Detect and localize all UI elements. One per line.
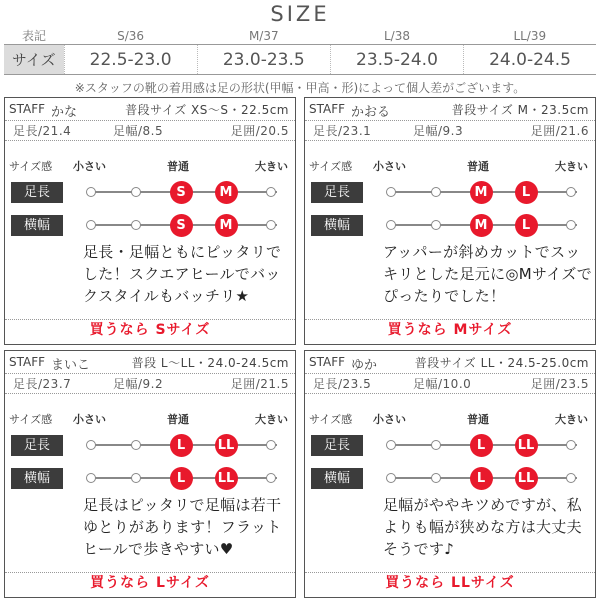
width-scale-dot (131, 473, 141, 483)
foot-girth: 足囲/21.6 (530, 124, 589, 138)
foot-width: 足幅/10.0 (413, 377, 472, 391)
length-scale-size-mark: LL (515, 434, 538, 457)
length-scale-dot (266, 440, 276, 450)
width-scale-dot (566, 473, 576, 483)
width-scale-size-mark: L (170, 467, 193, 490)
width-scale-size-mark: M (470, 214, 493, 237)
staff-name: かおる (351, 105, 391, 120)
length-row-label: 足長 (311, 182, 363, 203)
length-scale-dot (566, 187, 576, 197)
width-scale-size-mark: M (215, 214, 238, 237)
size-table-row-label: サイズ (4, 45, 64, 75)
scale-normal-label: 普通 (167, 413, 189, 426)
width-row-label: 横幅 (311, 215, 363, 236)
foot-length: 足長/23.7 (13, 377, 72, 391)
scale-small-label: 小さい (73, 160, 106, 173)
scale-large-label: 大きい (255, 413, 288, 426)
length-scale-dot (86, 440, 96, 450)
recommended-size: 買うなら Sサイズ (89, 322, 211, 338)
recommended-size: 買うなら LLサイズ (385, 575, 515, 591)
divider (305, 140, 595, 141)
usual-size: 普段サイズ LL・24.5-25.0cm (414, 356, 589, 370)
staff-header (305, 354, 595, 372)
length-scale-dot (431, 440, 441, 450)
width-row-label: 横幅 (311, 468, 363, 489)
size-table-header-cell: LL/39 (513, 29, 547, 43)
width-scale-dot (566, 220, 576, 230)
length-scale-size-mark: M (470, 181, 493, 204)
scale-large-label: 大きい (555, 160, 588, 173)
foot-measurements (305, 122, 595, 138)
staff-header (305, 101, 595, 119)
staff-tag: STAFF (9, 102, 46, 116)
width-scale-size-mark: LL (215, 467, 238, 490)
length-scale-dot (86, 187, 96, 197)
foot-length: 足長/23.5 (313, 377, 372, 391)
staff-header (5, 101, 295, 119)
foot-length: 足長/21.4 (13, 124, 72, 138)
size-table-value-row (4, 45, 596, 75)
usual-size: 普段サイズ M・23.5cm (451, 103, 589, 117)
length-scale-size-mark: L (515, 181, 538, 204)
scale-header: サイズ感 (9, 413, 53, 426)
length-scale-dot (131, 440, 141, 450)
staff-comment: 足幅がややキツめですが、私よりも幅が狭めな方は大丈夫そうです♪ (383, 496, 582, 558)
staff-card (304, 350, 596, 598)
width-scale-dot (131, 220, 141, 230)
length-scale-size-mark: S (170, 181, 193, 204)
length-scale-size-mark: L (470, 434, 493, 457)
foot-measurements (5, 122, 295, 138)
width-scale-size-mark: L (470, 467, 493, 490)
scale-large-label: 大きい (555, 413, 588, 426)
staff-tag: STAFF (309, 355, 346, 369)
width-scale-dot (86, 220, 96, 230)
length-scale-dot (266, 187, 276, 197)
length-scale-size-mark: L (170, 434, 193, 457)
length-scale-dot (566, 440, 576, 450)
width-scale-size-mark: L (515, 214, 538, 237)
width-scale-dot (266, 473, 276, 483)
size-table-header-cell: 表記 (21, 29, 46, 43)
scale-header: サイズ感 (9, 160, 53, 173)
length-scale-size-mark: LL (215, 434, 238, 457)
foot-measurements (305, 375, 595, 391)
staff-name: かな (51, 105, 78, 120)
staff-header (5, 354, 295, 372)
length-row-label: 足長 (311, 435, 363, 456)
length-scale-dot (431, 187, 441, 197)
foot-width: 足幅/9.2 (113, 377, 164, 391)
fit-note: ※スタッフの靴の着用感は足の形状(甲幅・甲高・形)によって個人差がございます。 (74, 81, 526, 95)
recommended-size: 買うなら Mサイズ (387, 322, 513, 338)
width-scale-dot (431, 473, 441, 483)
width-row-label: 横幅 (11, 468, 63, 489)
usual-size: 普段 L〜LL・24.0-24.5cm (131, 356, 289, 370)
scale-small-label: 小さい (373, 413, 406, 426)
width-scale-dot (431, 220, 441, 230)
foot-girth: 足囲/23.5 (530, 377, 589, 391)
staff-tag: STAFF (9, 355, 46, 369)
width-scale-dot (266, 220, 276, 230)
length-row-label: 足長 (11, 182, 63, 203)
staff-card (4, 97, 296, 345)
foot-girth: 足囲/21.5 (230, 377, 289, 391)
width-scale-dot (386, 473, 396, 483)
staff-comment: 足長はピッタリで足幅は若干ゆとりがあります！フラットヒールで歩きやすい♥ (83, 496, 282, 558)
scale-header: サイズ感 (309, 160, 353, 173)
size-table-value-cell: 24.0-24.5 (464, 45, 596, 75)
length-scale-dot (131, 187, 141, 197)
width-row-label: 横幅 (11, 215, 63, 236)
foot-length: 足長/23.1 (313, 124, 372, 138)
divider (5, 373, 295, 374)
width-scale-size-mark: LL (515, 467, 538, 490)
scale-small-label: 小さい (73, 413, 106, 426)
size-table-value-cell: 23.5-24.0 (330, 45, 463, 75)
staff-card (4, 350, 296, 598)
size-table-header-cell: M/37 (248, 29, 279, 43)
staff-card (304, 97, 596, 345)
length-scale-dot (386, 440, 396, 450)
foot-measurements (5, 375, 295, 391)
size-table-header-row (4, 28, 596, 45)
divider (5, 120, 295, 121)
scale-normal-label: 普通 (467, 413, 489, 426)
length-scale-dot (386, 187, 396, 197)
staff-name: まいこ (51, 358, 91, 373)
staff-comment: 足長・足幅ともにピッタリでした！スクエアヒールでバックスタイルもバッチリ★ (83, 243, 282, 305)
recommended-size: 買うなら Lサイズ (90, 575, 210, 591)
usual-size: 普段サイズ XS〜S・22.5cm (125, 103, 289, 117)
size-table-value-cell: 22.5-23.0 (64, 45, 197, 75)
divider (5, 393, 295, 394)
foot-width: 足幅/8.5 (113, 124, 164, 138)
scale-normal-label: 普通 (167, 160, 189, 173)
length-scale-size-mark: M (215, 181, 238, 204)
staff-tag: STAFF (309, 102, 346, 116)
width-scale-dot (386, 220, 396, 230)
scale-normal-label: 普通 (467, 160, 489, 173)
size-table (4, 28, 596, 75)
width-scale-size-mark: S (170, 214, 193, 237)
size-table-header-cell: S/36 (117, 29, 145, 43)
divider (305, 120, 595, 121)
staff-comment: アッパーが斜めカットでスッキリとした足元に◎Mサイズでぴったりでした！ (383, 243, 593, 305)
scale-large-label: 大きい (255, 160, 288, 173)
size-table-value-cell: 23.0-23.5 (197, 45, 330, 75)
divider (305, 393, 595, 394)
scale-small-label: 小さい (373, 160, 406, 173)
width-scale-dot (86, 473, 96, 483)
foot-width: 足幅/9.3 (413, 124, 464, 138)
page-title: SIZE (270, 2, 330, 26)
size-table-header-cell: L/38 (383, 29, 410, 43)
scale-header: サイズ感 (309, 413, 353, 426)
length-row-label: 足長 (11, 435, 63, 456)
staff-name: ゆか (351, 358, 378, 373)
divider (5, 140, 295, 141)
divider (305, 373, 595, 374)
foot-girth: 足囲/20.5 (230, 124, 289, 138)
